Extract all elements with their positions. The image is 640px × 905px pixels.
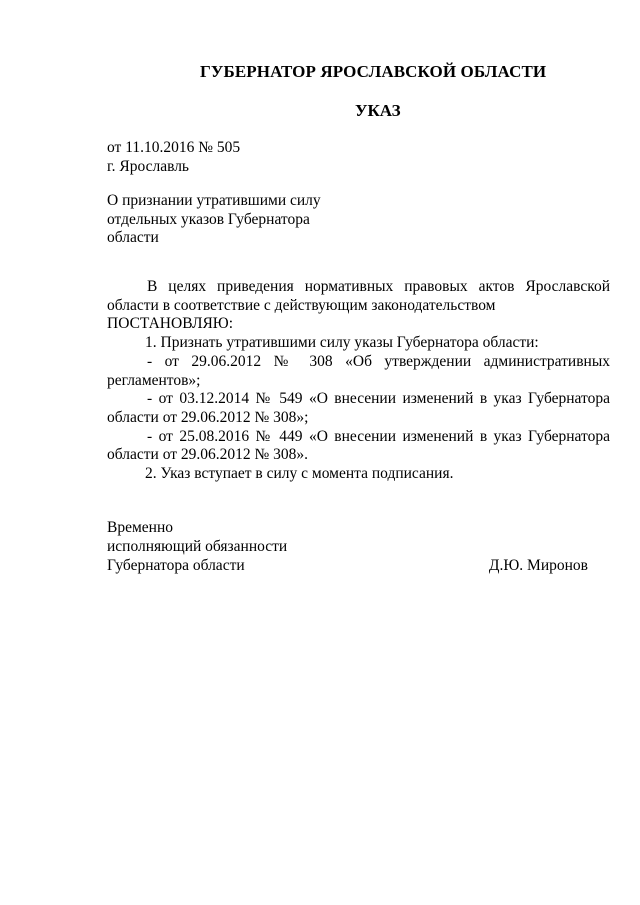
city: г. Ярославль xyxy=(107,158,189,175)
subitem-line: области от 29.06.2012 № 308». xyxy=(107,446,309,464)
signatory-title: Временно xyxy=(107,519,173,536)
document-body xyxy=(107,278,610,484)
signature-block xyxy=(107,518,588,575)
subitem-line: - от 25.08.2016 № 449 «О внесении изменений в указ Губернатора xyxy=(147,427,610,445)
item-1: 1. Признать утратившими силу указы Губернатора области: xyxy=(145,334,539,352)
preamble-line: В целях приведения нормативных правовых актов Ярославской xyxy=(147,278,610,295)
subject-line: отдельных указов Губернатора xyxy=(107,210,310,228)
subitem-line: - от 03.12.2014 № 549 «О внесении изменений в указ Губернатора xyxy=(147,390,610,408)
date-number: от 11.10.2016 № 505 xyxy=(107,139,241,156)
item-2: 2. Указ вступает в силу с момента подписания. xyxy=(145,465,454,483)
authority-heading: ГУБЕРНАТОР ЯРОСЛАВСКОЙ ОБЛАСТИ xyxy=(200,62,547,81)
subitem-line: регламентов»; xyxy=(107,371,201,389)
signatory-title: исполняющий обязанности xyxy=(107,538,288,555)
preamble-line: области в соответствие с действующим законодательством xyxy=(107,296,496,314)
signatory-name: Д.Ю. Миронов xyxy=(488,557,588,574)
document-meta xyxy=(107,138,240,176)
subject-line: О признании утратившими силу xyxy=(107,192,321,209)
subject-line: области xyxy=(107,229,159,246)
subitem-line: области от 29.06.2012 № 308»; xyxy=(107,408,309,426)
signatory-row xyxy=(107,556,588,575)
resolve-word: ПОСТАНОВЛЯЮ: xyxy=(107,315,234,333)
document-subject xyxy=(107,192,321,248)
signatory-title: Губернатора области xyxy=(107,557,245,574)
document-type-title: УКАЗ xyxy=(355,101,401,120)
subitem-line: - от 29.06.2012 № 308 «Об утверждении административных xyxy=(147,352,610,370)
